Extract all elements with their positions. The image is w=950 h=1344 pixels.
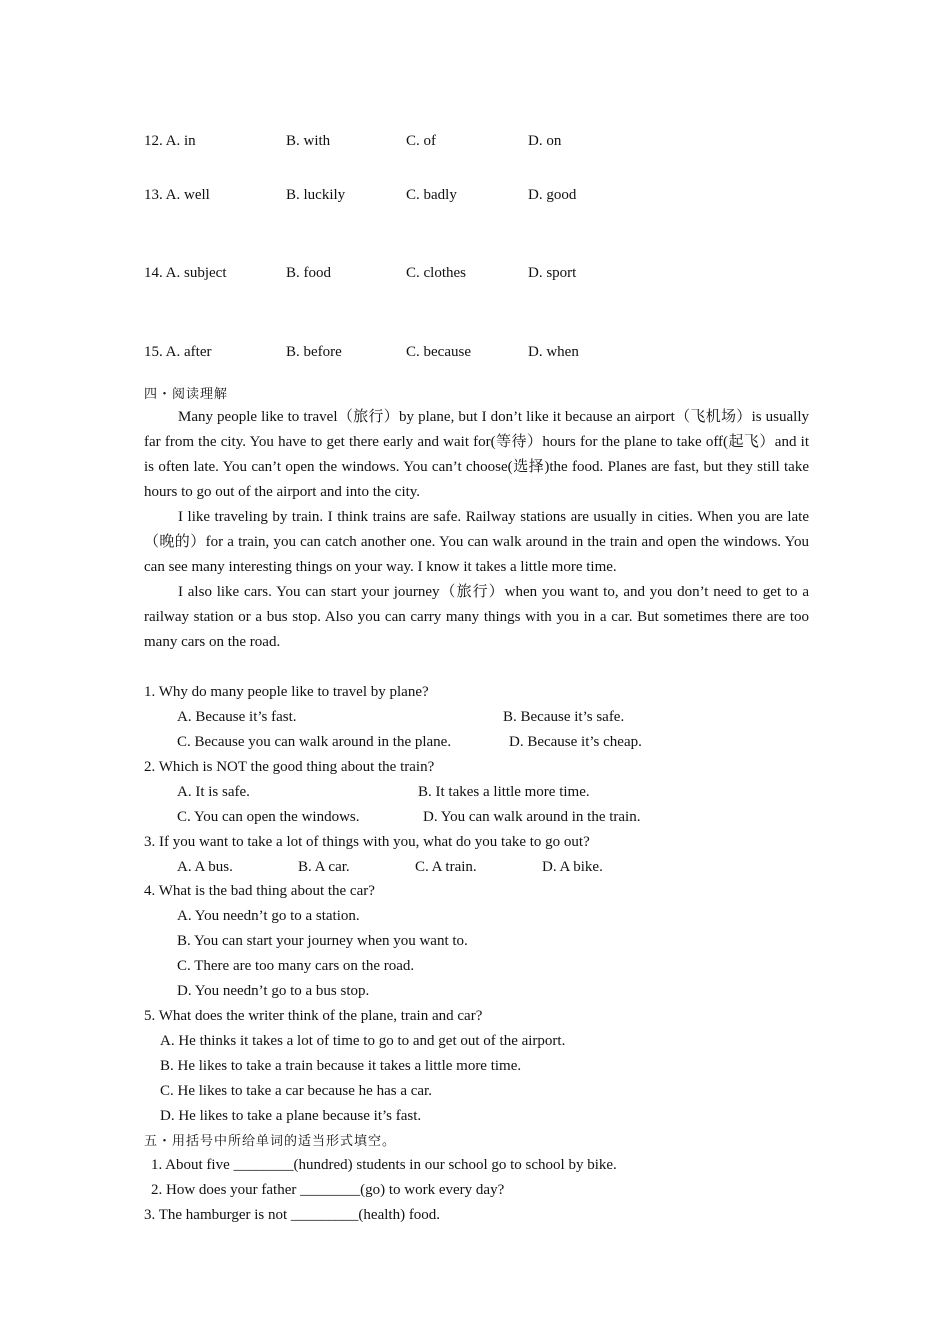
question-4: 4. What is the bad thing about the car? [144,883,375,899]
option-d: D. on [528,133,562,149]
option-d: D. sport [528,265,577,281]
q1-option-a: A. Because it’s fast. [177,709,297,725]
fill-item-1: 1. About five ________(hundred) students in our school go to school by bike. [151,1157,617,1173]
mcq-row-12 [144,133,744,153]
option-d: D. when [528,344,579,360]
section-heading-fill-in: 五・用括号中所给单词的适当形式填空。 [144,1134,397,1149]
q4-option-c: C. There are too many cars on the road. [177,958,415,974]
q1-option-d: D. Because it’s cheap. [509,734,642,750]
question-2: 2. Which is NOT the good thing about the train? [144,759,435,775]
q4-option-a: A. You needn’t go to a station. [177,908,360,924]
mcq-row-15 [144,344,744,364]
q3-option-c: C. A train. [415,859,477,875]
q5-option-c: C. He likes to take a car because he has a car. [160,1083,432,1099]
q2-option-c: C. You can open the windows. [177,809,360,825]
q5-option-d: D. He likes to take a plane because it’s fast. [160,1108,422,1124]
option-a: 13. A. well [144,187,210,203]
option-d: D. good [528,187,577,203]
q4-option-b: B. You can start your journey when you want to. [177,933,468,949]
option-b: B. food [286,265,331,281]
question-5: 5. What does the writer think of the plane, train and car? [144,1008,483,1024]
mcq-row-13 [144,187,744,207]
option-a: 14. A. subject [144,265,227,281]
q4-option-d: D. You needn’t go to a bus stop. [177,983,370,999]
passage-paragraph: Many people like to travel（旅行）by plane, but I don’t like it because an airport（飞机场）is usually far from the city. You have to get there early and wait for(等待）hours for the plane to take off(起飞）and it is often late. You can’t open the windows. You can’t choose(选择)the food. Planes are fast, but they still take hours to go out of the airport and into the city. [144,409,809,500]
reading-passage [144,405,809,655]
option-a: 12. A. in [144,133,196,149]
passage-paragraph: I like traveling by train. I think trains are safe. Railway stations are usually in cities. When you are late（晚的）for a train, you can catch another one. You can walk around in the train and open the windows. You can see many interesting things on your way. I know it takes a little more time. [144,509,809,575]
question-3: 3. If you want to take a lot of things with you, what do you take to go out? [144,834,590,850]
q3-option-d: D. A bike. [542,859,603,875]
option-b: B. with [286,133,331,149]
q3-option-a: A. A bus. [177,859,233,875]
option-b: B. luckily [286,187,346,203]
option-c: C. clothes [406,265,466,281]
question-1: 1. Why do many people like to travel by plane? [144,684,429,700]
q1-option-c: C. Because you can walk around in the plane. [177,734,452,750]
option-c: C. because [406,344,471,360]
fill-item-2: 2. How does your father ________(go) to work every day? [151,1182,505,1198]
q3-option-b: B. A car. [298,859,350,875]
section-heading-reading: 四・阅读理解 [144,387,229,402]
q2-option-b: B. It takes a little more time. [418,784,590,800]
q5-option-a: A. He thinks it takes a lot of time to go to and get out of the airport. [160,1033,566,1049]
q5-option-b: B. He likes to take a train because it takes a little more time. [160,1058,522,1074]
fill-item-3: 3. The hamburger is not _________(health) food. [144,1207,441,1223]
option-c: C. badly [406,187,457,203]
option-a: 15. A. after [144,344,212,360]
q2-option-d: D. You can walk around in the train. [423,809,641,825]
option-c: C. of [406,133,436,149]
q1-option-b: B. Because it’s safe. [503,709,625,725]
q2-option-a: A. It is safe. [177,784,250,800]
option-b: B. before [286,344,342,360]
passage-paragraph: I also like cars. You can start your journey（旅行）when you want to, and you don’t need to get to a railway station or a bus stop. Also you can carry many things with you in a car. But sometimes there are too many cars on the road. [144,584,809,650]
mcq-row-14 [144,265,744,285]
